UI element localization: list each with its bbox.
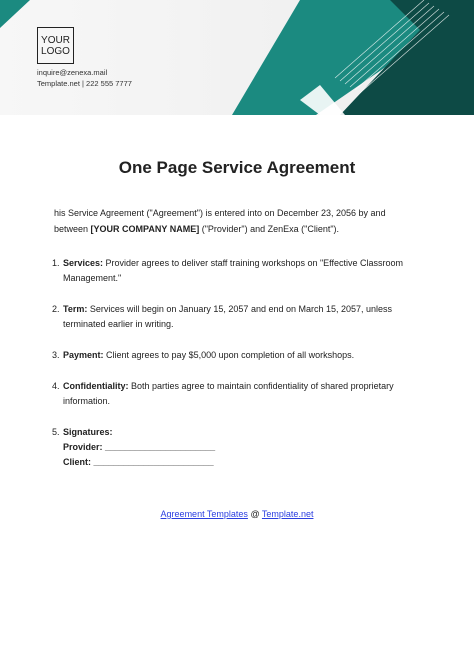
footer-separator: @ (247, 509, 262, 519)
clause-number: 5. (52, 427, 60, 437)
clause-label: Term: (63, 304, 88, 314)
corner-triangle (0, 0, 30, 28)
clause-number: 3. (52, 350, 60, 360)
intro-rest: ("Provider") and ZenExa ("Client"). (199, 224, 340, 234)
clause-label: Payment: (63, 350, 104, 360)
intro-between: between (54, 224, 91, 234)
contact-info (37, 67, 132, 89)
intro-company-name: [YOUR COMPANY NAME] (90, 224, 200, 234)
clause-item (54, 302, 424, 332)
clause-text: Services will begin on January 15, 2057 and end on March 15, 2057, unless terminated earlier in writing. (63, 304, 393, 329)
clause-number: 4. (52, 381, 60, 391)
contact-email: inquire@zenexa.mail (37, 68, 108, 77)
agreement-templates-link[interactable]: Agreement Templates (160, 509, 248, 519)
clause-item (54, 256, 424, 286)
contact-site-phone: Template.net | 222 555 7777 (37, 79, 132, 88)
provider-signature-line: Provider: ______________________ (63, 442, 216, 452)
client-signature-line: Client: ________________________ (63, 457, 214, 467)
clause-text: Provider agrees to deliver staff training workshops on "Effective Classroom Management." (63, 258, 404, 283)
clause-label: Services: (63, 258, 104, 268)
clause-text: Client agrees to pay $5,000 upon completion of all workshops. (103, 350, 355, 360)
clause-number: 1. (52, 258, 60, 268)
footer (0, 509, 474, 519)
company-logo (37, 27, 74, 64)
clause-item (54, 348, 424, 363)
clause-number: 2. (52, 304, 60, 314)
clause-list (54, 256, 424, 486)
template-net-link[interactable]: Template.net (261, 509, 314, 519)
document-title: One Page Service Agreement (118, 158, 356, 177)
clause-text: Both parties agree to maintain confidentiality of shared proprietary information. (63, 381, 394, 406)
clause-item (54, 379, 424, 409)
logo-line-1: YOUR (41, 34, 70, 46)
clause-label: Confidentiality: (63, 381, 129, 391)
intro-line-1: his Service Agreement ("Agreement") is entered into on December 23, 2056 by and (54, 208, 386, 218)
signatures-item (54, 425, 424, 470)
signatures-label: Signatures: (63, 427, 113, 437)
intro-paragraph (54, 205, 424, 237)
header-banner (0, 0, 474, 115)
logo-line-2: LOGO (41, 45, 70, 57)
